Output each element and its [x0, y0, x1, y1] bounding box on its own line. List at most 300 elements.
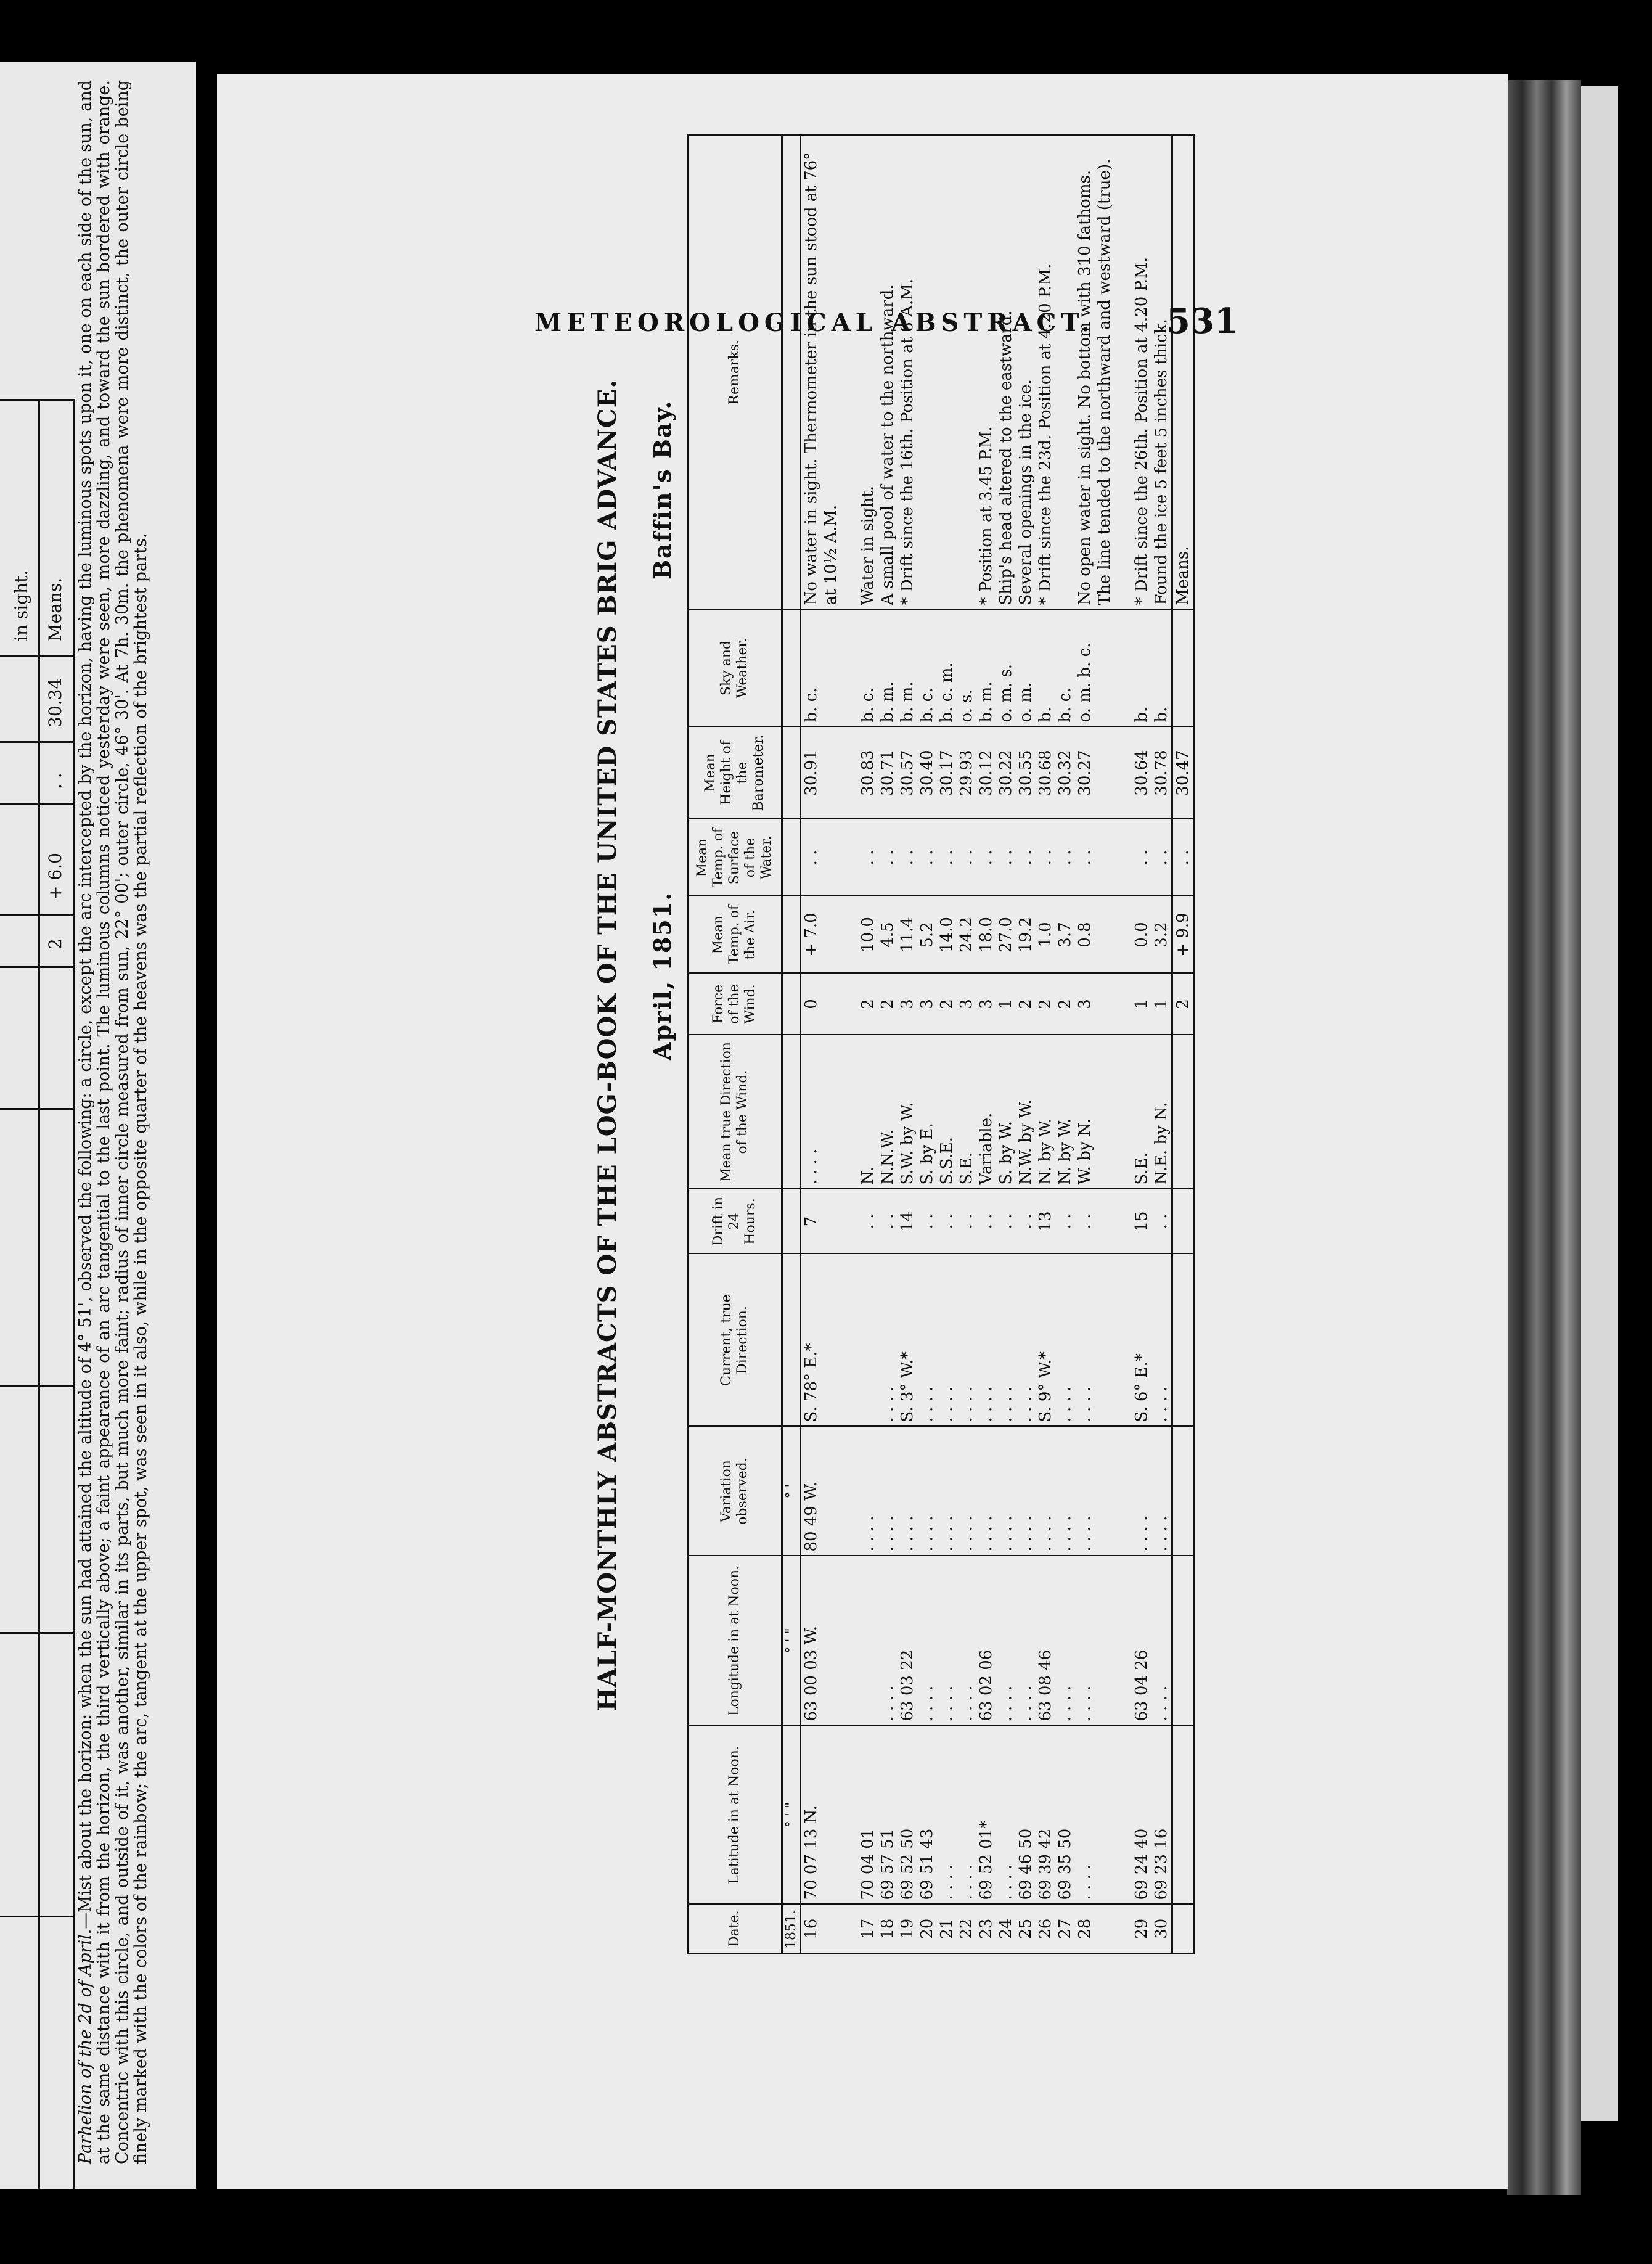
header-wind-force: Force of the Wind. [688, 974, 782, 1035]
cell-water: . . [996, 819, 1016, 896]
cell-date: 23 [976, 1905, 996, 1954]
table-cell: Means. [45, 577, 65, 641]
header-drift: Drift in 24 Hours. [688, 1189, 782, 1254]
spacer-cell [1114, 1556, 1132, 1726]
cell-var: . . . . [976, 1427, 996, 1556]
header-remarks: Remarks. [688, 135, 782, 610]
table-row [996, 135, 1016, 1954]
spacer-cell [841, 1905, 858, 1954]
means-remarks: Means. [1172, 135, 1194, 610]
units-row [782, 135, 801, 1954]
log-abstract-table [687, 134, 1195, 1954]
table-row [976, 135, 996, 1954]
cell-var: . . . . [996, 1427, 1016, 1556]
cell-lat: 69 52 50 [898, 1726, 917, 1905]
cell-drift: . . [1016, 1189, 1036, 1254]
header-variation: Variation observed. [688, 1427, 782, 1556]
means-wind [1172, 1035, 1194, 1189]
table-rule [0, 655, 75, 657]
cell-drift: . . [976, 1189, 996, 1254]
cell-remarks: Water in sight. [858, 135, 878, 610]
spacer-cell [1114, 1254, 1132, 1427]
cell-water: . . [1036, 819, 1055, 896]
spacer-cell [1114, 819, 1132, 896]
cell-force: 2 [858, 974, 878, 1035]
spacer-cell [1114, 135, 1132, 610]
cell-remarks [917, 135, 937, 610]
table-row [957, 135, 976, 1954]
means-date [1172, 1905, 1194, 1954]
cell-baro: 30.32 [1055, 727, 1075, 819]
cell-baro: 29.93 [957, 727, 976, 819]
subtitle-location: Baffin's Bay. [648, 400, 676, 580]
means-water: . . [1172, 819, 1194, 896]
table-rule [0, 1108, 75, 1110]
cell-baro: 30.78 [1151, 727, 1172, 819]
cell-var: 80 49 W. [801, 1427, 841, 1556]
cell-date: 26 [1036, 1905, 1055, 1954]
cell-date: 30 [1151, 1905, 1172, 1954]
cell-remarks: No water in sight. Thermometer in the sun stood at 76° at 10½ A.M. [801, 135, 841, 610]
cell-date: 19 [898, 1905, 917, 1954]
means-drift [1172, 1189, 1194, 1254]
cell-current: . . . . [878, 1254, 898, 1427]
cell-sky: b. c. m. [937, 610, 957, 727]
cell-wind: W. by N. [1075, 1035, 1114, 1189]
cell-baro: 30.71 [878, 727, 898, 819]
cell-wind: S. by W. [996, 1035, 1016, 1189]
cell-air: 3.2 [1151, 896, 1172, 974]
header-barometer: Mean Height of the Barometer. [688, 727, 782, 819]
cell-sky: b. [1132, 610, 1151, 727]
cell-lon: 63 00 03 W. [801, 1556, 841, 1726]
cell-water: . . [898, 819, 917, 896]
cell-drift: . . [957, 1189, 976, 1254]
rotated-table-block [470, 136, 1407, 1954]
cell-lon: . . . . [878, 1556, 898, 1726]
cell-wind: S.S.E. [937, 1035, 957, 1189]
cell-drift: 14 [898, 1189, 917, 1254]
spacer-cell [841, 610, 858, 727]
cell-current: . . . . [1055, 1254, 1075, 1427]
cell-wind: S.E. [1132, 1035, 1151, 1189]
table-cell: . . [45, 773, 65, 789]
cell-force: 2 [1016, 974, 1036, 1035]
cell-lon: . . . . [917, 1556, 937, 1726]
subtitle-date: April, 1851. [648, 891, 676, 1060]
cell-current: S. 78° E.* [801, 1254, 841, 1427]
cell-water: . . [1055, 819, 1075, 896]
cell-date: 28 [1075, 1905, 1114, 1954]
cell-lon [858, 1556, 878, 1726]
unit-blank [782, 1254, 801, 1427]
spacer-cell [841, 727, 858, 819]
cell-var: . . . . [937, 1427, 957, 1556]
means-current [1172, 1254, 1194, 1427]
cell-lat: . . . . [957, 1726, 976, 1905]
cell-drift: . . [1151, 1189, 1172, 1254]
cell-lat: 69 35 50 [1055, 1726, 1075, 1905]
table-cell: 30.34 [45, 678, 65, 728]
table-row [878, 135, 898, 1954]
table-rule [0, 399, 75, 401]
table-rule [0, 1916, 75, 1917]
table-cell: 2 [45, 938, 65, 949]
cell-lon: 63 02 06 [976, 1556, 996, 1726]
header-current: Current, true Direction. [688, 1254, 782, 1427]
cell-lat: . . . . [996, 1726, 1016, 1905]
cell-drift: 7 [801, 1189, 841, 1254]
cell-water: . . [917, 819, 937, 896]
cell-baro: 30.40 [917, 727, 937, 819]
cell-baro: 30.17 [937, 727, 957, 819]
cell-wind: N.N.W. [878, 1035, 898, 1189]
spacer-row [1114, 135, 1132, 1954]
table-body [782, 135, 1194, 1954]
cell-current: S. 6° E.* [1132, 1254, 1151, 1427]
means-var [1172, 1427, 1194, 1556]
cell-drift: . . [858, 1189, 878, 1254]
table-row [917, 135, 937, 1954]
cell-lon: . . . . [996, 1556, 1016, 1726]
table-cell: in sight. [11, 570, 31, 641]
cell-sky: b. c. [1055, 610, 1075, 727]
cell-lat: 69 57 51 [878, 1726, 898, 1905]
means-lon [1172, 1556, 1194, 1726]
cell-water: . . [878, 819, 898, 896]
cell-date: 24 [996, 1905, 1016, 1954]
header-latitude: Latitude in at Noon. [688, 1726, 782, 1905]
table-rule [0, 741, 75, 743]
cell-sky: o. m. [1016, 610, 1036, 727]
table-row [801, 135, 841, 1954]
unit-blank [782, 135, 801, 610]
cell-air: 4.5 [878, 896, 898, 974]
spacer-cell [841, 974, 858, 1035]
cell-drift: . . [917, 1189, 937, 1254]
cell-sky: b. c. [858, 610, 878, 727]
cell-sky: o. m. s. [996, 610, 1016, 727]
table-row [1132, 135, 1151, 1954]
unit-blank [782, 819, 801, 896]
means-row [1172, 135, 1194, 1954]
cell-var: . . . . [1016, 1427, 1036, 1556]
cell-water: . . [1075, 819, 1114, 896]
cell-force: 3 [1075, 974, 1114, 1035]
cell-water: . . [858, 819, 878, 896]
cell-date: 16 [801, 1905, 841, 1954]
cell-var: . . . . [917, 1427, 937, 1556]
cell-current: . . . . [957, 1254, 976, 1427]
table-rule [0, 914, 75, 916]
cell-current: . . . . [1151, 1254, 1172, 1427]
cell-baro: 30.64 [1132, 727, 1151, 819]
table-row [1075, 135, 1114, 1954]
spacer-cell [1114, 1035, 1132, 1189]
cell-sky: b. m. [898, 610, 917, 727]
cell-air: 0.0 [1132, 896, 1151, 974]
cell-sky: b. c. [917, 610, 937, 727]
cell-lat: 69 52 01* [976, 1726, 996, 1905]
header-sky: Sky and Weather. [688, 610, 782, 727]
spacer-cell [1114, 1427, 1132, 1556]
cell-sky: b. [1151, 610, 1172, 727]
means-baro: 30.47 [1172, 727, 1194, 819]
book-binding [1507, 80, 1581, 2195]
header-water-temp: Mean Temp. of Surface of the Water. [688, 819, 782, 896]
cell-wind: N.E. by N. [1151, 1035, 1172, 1189]
cell-wind: S. by E. [917, 1035, 937, 1189]
spacer-cell [841, 1189, 858, 1254]
cell-air: 3.7 [1055, 896, 1075, 974]
cell-current: . . . . [976, 1254, 996, 1427]
header-row [688, 135, 782, 1954]
table-row [1036, 135, 1055, 1954]
cell-force: 2 [937, 974, 957, 1035]
table-rule [0, 966, 75, 968]
cell-wind: Variable. [976, 1035, 996, 1189]
table-rule [0, 1632, 75, 1634]
cell-current: . . . . [1075, 1254, 1114, 1427]
cell-remarks: * Drift since the 26th. Position at 4.20 P.M. [1132, 135, 1151, 610]
cell-water: . . [937, 819, 957, 896]
table-row [898, 135, 917, 1954]
cell-wind: N. by W. [1036, 1035, 1055, 1189]
cell-lon: . . . . [1016, 1556, 1036, 1726]
cell-wind: N. by W. [1055, 1035, 1075, 1189]
means-force: 2 [1172, 974, 1194, 1035]
parhelion-note-heading: Parhelion of the 2d of April. [76, 1929, 95, 2164]
cell-air: 18.0 [976, 896, 996, 974]
cell-remarks: Found the ice 5 feet 5 inches thick. [1151, 135, 1172, 610]
cell-water: . . [801, 819, 841, 896]
cell-baro: 30.22 [996, 727, 1016, 819]
spacer-cell [1114, 974, 1132, 1035]
cell-remarks: No open water in sight. No bottom with 310 fathoms. The line tended to the northward and westward (true). [1075, 135, 1114, 610]
cell-var: . . . . [1151, 1427, 1172, 1556]
cell-drift: 13 [1036, 1189, 1055, 1254]
spacer-cell [841, 1556, 858, 1726]
cell-drift: 15 [1132, 1189, 1151, 1254]
cell-lat: . . . . [1075, 1726, 1114, 1905]
unit-blank [782, 1189, 801, 1254]
table-cell: + 6.0 [45, 853, 65, 900]
table-rule [0, 1385, 75, 1387]
cell-air: 24.2 [957, 896, 976, 974]
cell-date: 21 [937, 1905, 957, 1954]
cell-remarks: * Position at 3.45 P.M. [976, 135, 996, 610]
cell-lat: 69 23 16 [1151, 1726, 1172, 1905]
cell-force: 3 [976, 974, 996, 1035]
cell-var: . . . . [878, 1427, 898, 1556]
cell-current: . . . . [937, 1254, 957, 1427]
cell-wind: N.W. by W. [1016, 1035, 1036, 1189]
cell-date: 27 [1055, 1905, 1075, 1954]
previous-table-fragment [0, 62, 75, 2189]
cell-lat: . . . . [937, 1726, 957, 1905]
cell-drift: . . [1075, 1189, 1114, 1254]
cell-current: S. 9° W.* [1036, 1254, 1055, 1427]
cell-drift: . . [937, 1189, 957, 1254]
previous-page-rotated [0, 62, 196, 2189]
header-air-temp: Mean Temp. of the Air. [688, 896, 782, 974]
cell-lat: 69 39 42 [1036, 1726, 1055, 1905]
table-row [1055, 135, 1075, 1954]
cell-current: S. 3° W.* [898, 1254, 917, 1427]
parhelion-note [76, 80, 150, 2164]
cell-lat: 70 07 13 N. [801, 1726, 841, 1905]
cell-lon: . . . . [1075, 1556, 1114, 1726]
cell-current: . . . . [1016, 1254, 1036, 1427]
cell-remarks: * Drift since the 16th. Position at 8 A.M. [898, 135, 917, 610]
spacer-cell [841, 135, 858, 610]
cell-var: . . . . [858, 1427, 878, 1556]
cell-drift: . . [996, 1189, 1016, 1254]
means-sky [1172, 610, 1194, 727]
unit-blank [782, 1035, 801, 1189]
cell-lon: . . . . [937, 1556, 957, 1726]
cell-water: . . [976, 819, 996, 896]
cell-date: 20 [917, 1905, 937, 1954]
cell-wind: . . . . [801, 1035, 841, 1189]
means-air: + 9.9 [1172, 896, 1194, 974]
cell-force: 0 [801, 974, 841, 1035]
cell-lat: 70 04 01 [858, 1726, 878, 1905]
book-edge [1581, 86, 1618, 2121]
table-rule [0, 803, 75, 805]
cell-sky: o. s. [957, 610, 976, 727]
unit-blank [782, 974, 801, 1035]
cell-baro: 30.12 [976, 727, 996, 819]
unit-latitude: ° ' " [782, 1726, 801, 1905]
spacer-cell [841, 1035, 858, 1189]
cell-force: 3 [917, 974, 937, 1035]
cell-lon: 63 03 22 [898, 1556, 917, 1726]
cell-lon: . . . . [1151, 1556, 1172, 1726]
unit-longitude: ° ' " [782, 1556, 801, 1726]
spacer-cell [1114, 727, 1132, 819]
cell-drift: . . [1055, 1189, 1075, 1254]
cell-water: . . [1132, 819, 1151, 896]
cell-sky: o. m. b. c. [1075, 610, 1114, 727]
cell-air: 14.0 [937, 896, 957, 974]
cell-air: 1.0 [1036, 896, 1055, 974]
table-row [1151, 135, 1172, 1954]
cell-var: . . . . [1132, 1427, 1151, 1556]
parhelion-note-text: —Mist about the horizon: when the sun had attained the altitude of 4° 51', observed the following: a circle, except the arc intercepted by the horizon, having the luminous spots upon it, one on each side of the sun, and at the same distance with it from the horizon, the third vertically above; a faint appearance of an arc tangential to the last point. The luminous columns noticed yesterday were seen, more dazzling, and toward the sun bordered with orange. Concentric with this circle, and outside of it, was another, similar in its parts, but much more faint; radius of inner circle measured from sun, 22° 00'; outer circle, 46° 30'. At 7h. 30m. the phenomena were more distinct, the outer circle being finely marked with the colors of the rainbow; the arc, tangent at the upper spot, was seen in it also, while in the opposite quarter of the heavens was the partial reflection of the brightest parts. [76, 80, 150, 2164]
header-date: Date. [688, 1905, 782, 1954]
cell-lon: . . . . [957, 1556, 976, 1726]
spacer-cell [1114, 610, 1132, 727]
cell-water: . . [1016, 819, 1036, 896]
cell-current [858, 1254, 878, 1427]
unit-variation: ° ' [782, 1427, 801, 1556]
cell-lon: 63 04 26 [1132, 1556, 1151, 1726]
cell-date: 29 [1132, 1905, 1151, 1954]
cell-baro: 30.27 [1075, 727, 1114, 819]
cell-date: 17 [858, 1905, 878, 1954]
cell-remarks [1055, 135, 1075, 610]
spacer-cell [841, 1254, 858, 1427]
header-wind-direction: Mean true Direction of the Wind. [688, 1035, 782, 1189]
cell-date: 25 [1016, 1905, 1036, 1954]
spacer-cell [841, 1726, 858, 1905]
table-row [858, 135, 878, 1954]
cell-sky: b. c. [801, 610, 841, 727]
cell-force: 2 [1055, 974, 1075, 1035]
table-row [1016, 135, 1036, 1954]
cell-remarks: Ship's head altered to the eastward. [996, 135, 1016, 610]
cell-lon: 63 08 46 [1036, 1556, 1055, 1726]
spacer-cell [1114, 1905, 1132, 1954]
cell-lon: . . . . [1055, 1556, 1075, 1726]
page-title: HALF-MONTHLY ABSTRACTS OF THE LOG-BOOK OF THE UNITED STATES BRIG ADVANCE. [593, 379, 622, 1712]
cell-date: 18 [878, 1905, 898, 1954]
cell-remarks [937, 135, 957, 610]
cell-var: . . . . [1075, 1427, 1114, 1556]
spacer-cell [841, 896, 858, 974]
cell-baro: 30.83 [858, 727, 878, 819]
cell-wind: N. [858, 1035, 878, 1189]
unit-blank [782, 610, 801, 727]
means-lat [1172, 1726, 1194, 1905]
header-longitude: Longitude in at Noon. [688, 1556, 782, 1726]
cell-drift: . . [878, 1189, 898, 1254]
table-row [937, 135, 957, 1954]
cell-remarks: * Drift since the 23d. Position at 4.20 P.M. [1036, 135, 1055, 610]
cell-air: 11.4 [898, 896, 917, 974]
previous-page [0, 62, 196, 2189]
spacer-cell [841, 1427, 858, 1556]
cell-baro: 30.68 [1036, 727, 1055, 819]
table-rule [38, 401, 40, 2189]
unit-blank [782, 896, 801, 974]
cell-remarks: Several openings in the ice. [1016, 135, 1036, 610]
cell-lat: 69 24 40 [1132, 1726, 1151, 1905]
spacer-row [841, 135, 858, 1954]
page-number: 531 [1166, 301, 1238, 342]
cell-air: 10.0 [858, 896, 878, 974]
cell-var: . . . . [1055, 1427, 1075, 1556]
cell-baro: 30.57 [898, 727, 917, 819]
cell-wind: S.E. [957, 1035, 976, 1189]
cell-date: 22 [957, 1905, 976, 1954]
table-rule [73, 401, 75, 2189]
cell-var: . . . . [1036, 1427, 1055, 1556]
cell-current: . . . . [996, 1254, 1016, 1427]
cell-sky: b. m. [976, 610, 996, 727]
cell-wind: S.W. by W. [898, 1035, 917, 1189]
running-head: METEOROLOGICAL ABSTRACT. [534, 308, 1095, 337]
cell-sky: b. [1036, 610, 1055, 727]
cell-air: 5.2 [917, 896, 937, 974]
cell-baro: 30.55 [1016, 727, 1036, 819]
cell-var: . . . . [898, 1427, 917, 1556]
cell-force: 2 [1036, 974, 1055, 1035]
cell-force: 3 [957, 974, 976, 1035]
cell-var: . . . . [957, 1427, 976, 1556]
spacer-cell [1114, 1726, 1132, 1905]
cell-air: 19.2 [1016, 896, 1036, 974]
cell-lat: 69 46 50 [1016, 1726, 1036, 1905]
cell-water: . . [1151, 819, 1172, 896]
cell-remarks [957, 135, 976, 610]
cell-force: 2 [878, 974, 898, 1035]
cell-force: 1 [1132, 974, 1151, 1035]
cell-air: 0.8 [1075, 896, 1114, 974]
spacer-cell [1114, 896, 1132, 974]
cell-remarks: A small pool of water to the northward. [878, 135, 898, 610]
